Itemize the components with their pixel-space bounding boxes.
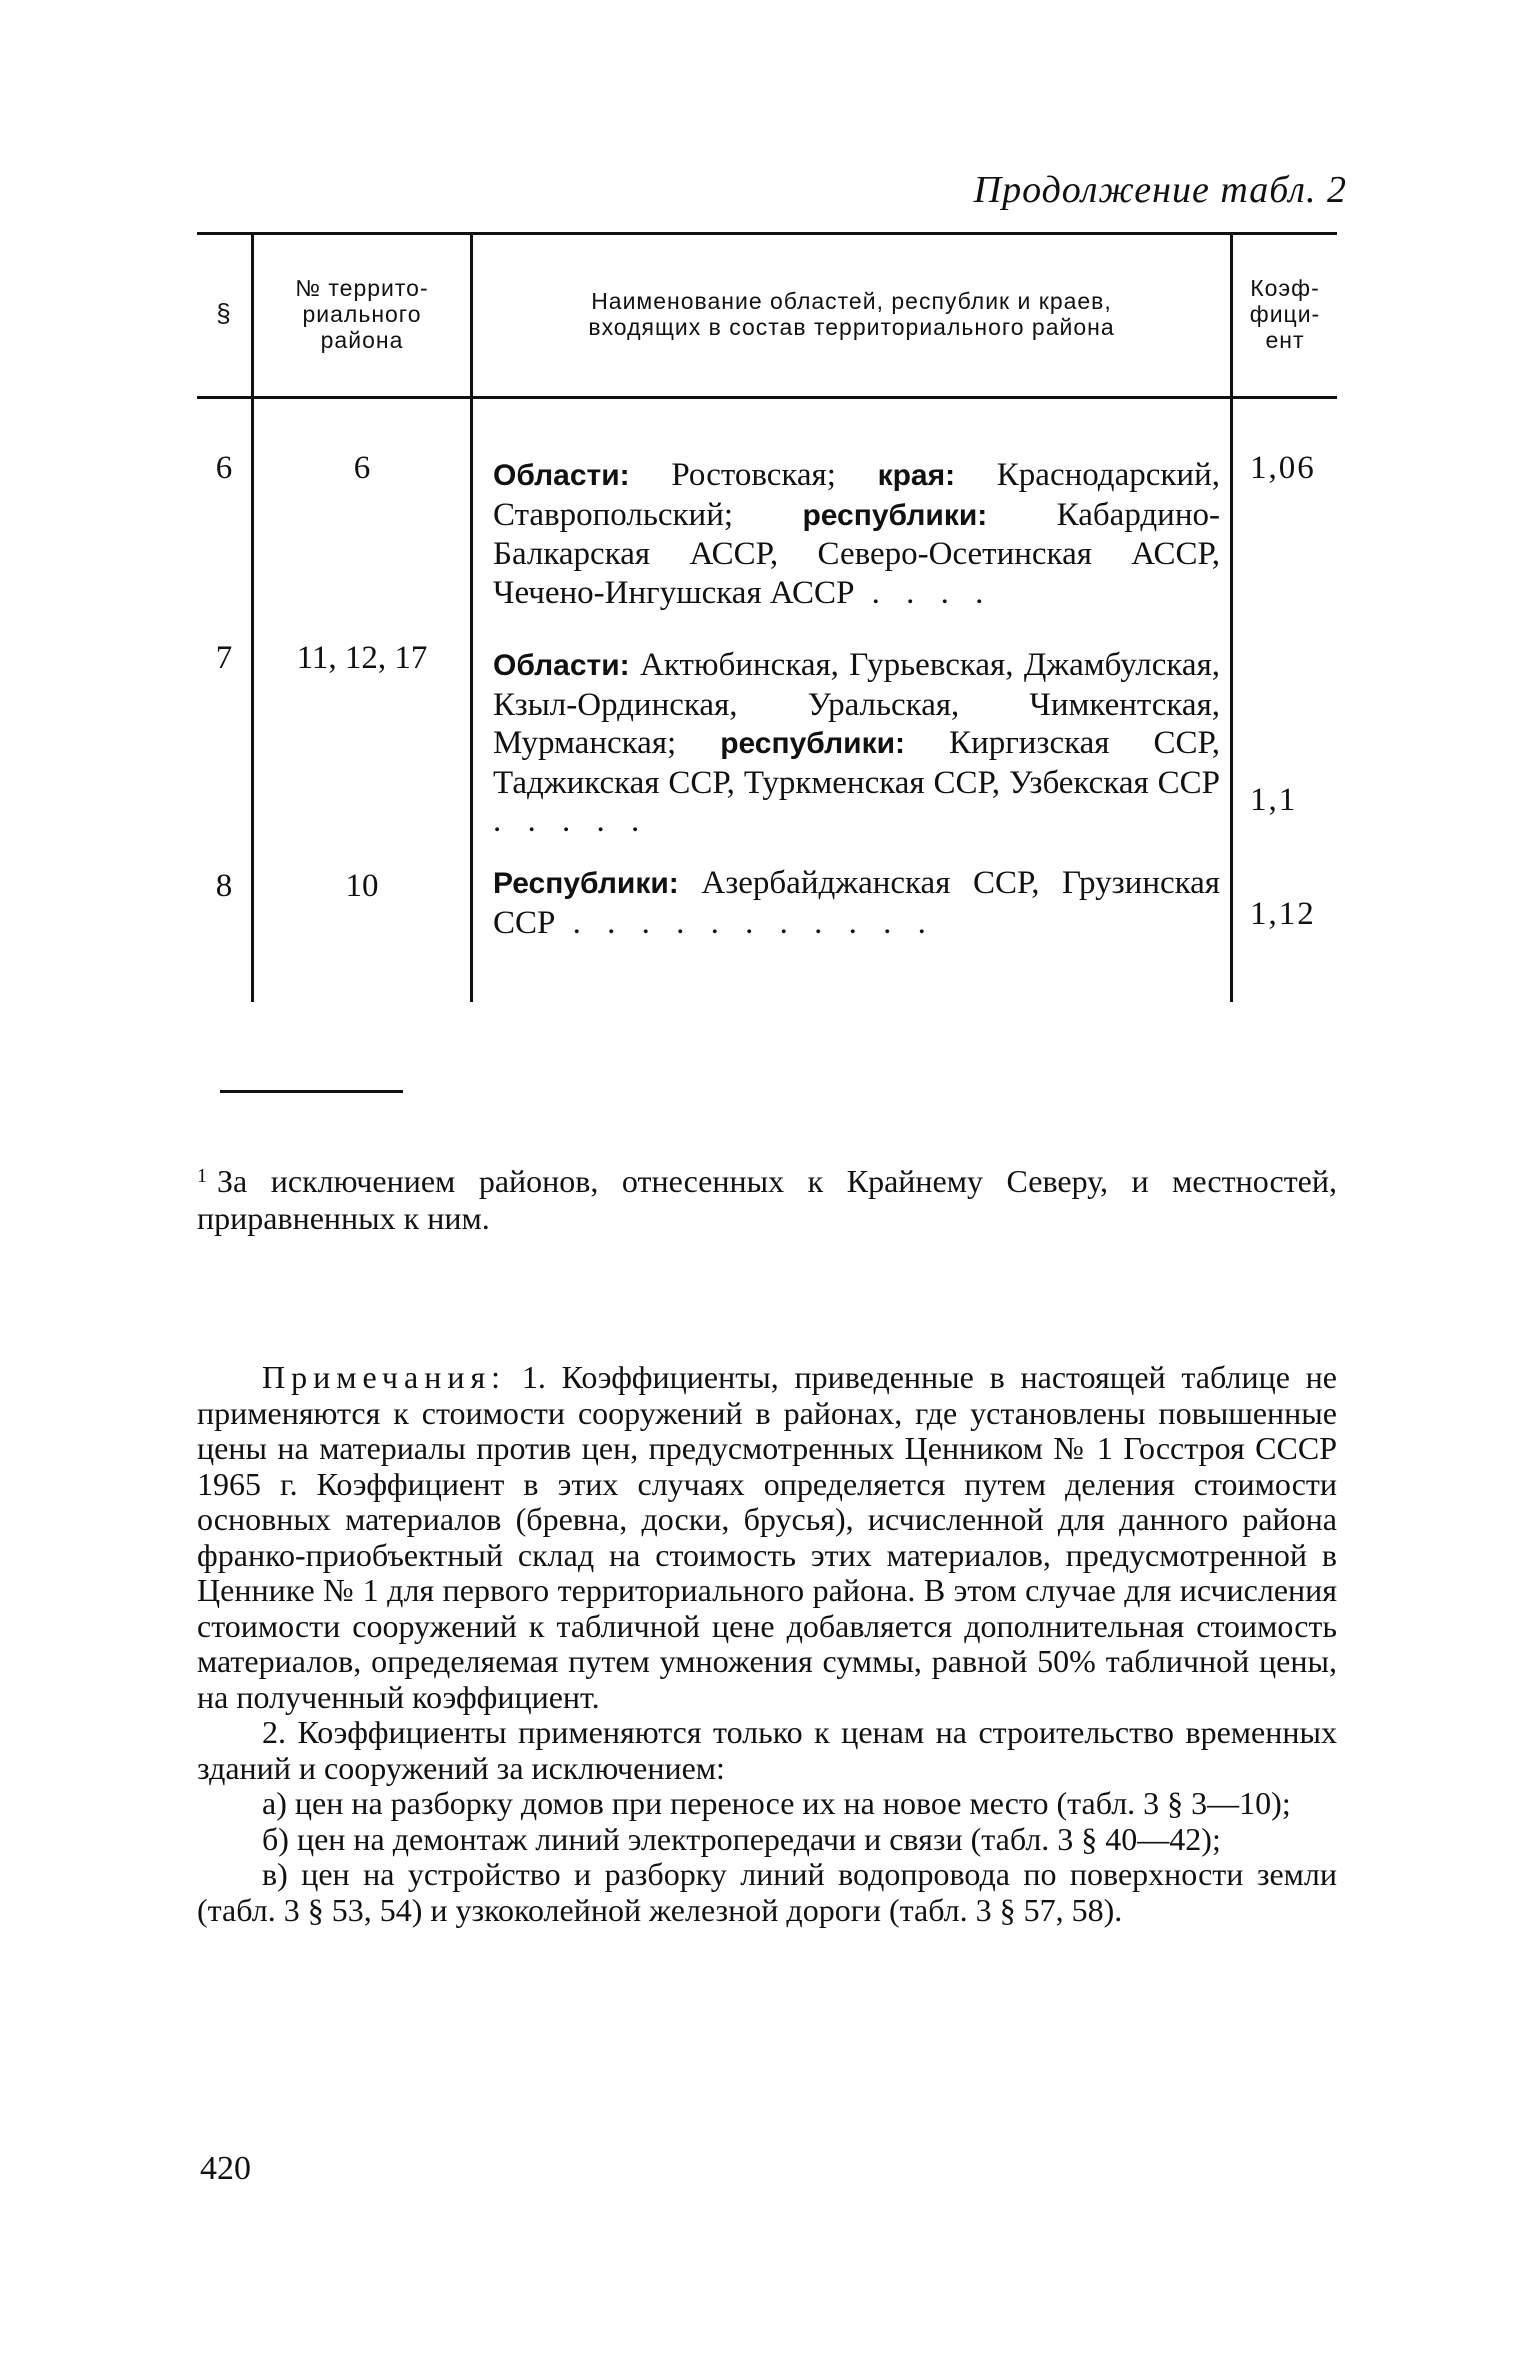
row-section: 7 (215, 640, 233, 676)
header-region-name: Наименование областей, республик и краев, входящих в состав территориального района (588, 288, 1115, 340)
note-paragraph: б) цен на демонтаж линий электропередачи и связи (табл. 3 § 40—42); (262, 1820, 1221, 1857)
region-list-text: Краснодарский, Ставропольский; (493, 457, 1220, 533)
page-number: 420 (200, 2150, 251, 2187)
leader-dots: . . . . (854, 574, 993, 611)
footnote-mark: 1 (197, 1165, 207, 1187)
region-keyword: Области: (493, 649, 630, 682)
row-section: 6 (215, 450, 233, 486)
row-description (493, 646, 1220, 841)
header-coefficient: Коэф- фици- ент (1249, 275, 1321, 353)
continuation-title: Продолжение табл. 2 (973, 169, 1347, 211)
row-coefficient: 1,12 (1250, 896, 1316, 932)
notes-block (197, 1360, 1337, 1928)
region-keyword: Области: (493, 459, 630, 492)
note-paragraph: 2. Коэффициенты применяются только к ценам на строительство временных зданий и сооружений за исключением: (197, 1714, 1337, 1786)
note-text: 1. Коэффициенты, приведенные в настоящей таблице не применяются к стоимости сооружений в районах, где установлены повышенные цены на материалы против цен, предусмотренных Ценником № 1 Госстроя СССР 1965 г. Коэффициент в этих случаях определяется путем деления стоимости основных материалов (бревна, доски, брусья), исчисленной для данного района франко-приобъектный склад на стоимость этих материалов, предусмотренной в Ценнике № 1 для первого территориального района. В этом случае для исчисления стоимости сооружений к табличной цене добавляется дополнительная стоимость материалов, определяемая путем умножения суммы, равной 50% табличной цены, на полученный коэффициент. (197, 1359, 1338, 1715)
region-list-text: Азербайджанская ССР, Грузинская ССР (493, 865, 1220, 941)
region-list-text: Киргизская ССР, Таджикская ССР, Туркменская ССР, Узбекская ССР (493, 725, 1220, 801)
row-description (493, 864, 1220, 942)
region-keyword: республики: (802, 498, 988, 532)
row-territory: 10 (345, 868, 379, 904)
header-territory-number: № террито- риального района (295, 275, 429, 353)
region-list-text: Актюбинская, Гурьевская, Джамбулская, Кзыл-Ординская, Уральская, Чимкентская, Мурманская; (493, 647, 1220, 761)
footnote (197, 1158, 1337, 1237)
footnote-rule (220, 1090, 403, 1093)
row-section: 8 (215, 868, 233, 904)
note-paragraph: в) цен на устройство и разборку линий водопровода по поверхности земли (табл. 3 § 53, 54) и узкоколейной железной дороги (табл. 3 § 57, 58). (197, 1856, 1337, 1928)
region-keyword: Республики: (493, 867, 679, 900)
region-keyword: края: (877, 459, 956, 492)
footnote-text: За исключением районов, отнесенных к Крайнему Северу, и местностей, приравненных к ним. (197, 1163, 1337, 1236)
notes-heading: Примечания: (262, 1359, 507, 1395)
header-section: § (216, 298, 232, 328)
table-top-rule (197, 232, 1337, 235)
leader-dots: . . . . . (493, 803, 649, 839)
region-list-text: Ростовская; (629, 457, 878, 493)
leader-dots: . . . . . . . . . . . (555, 904, 935, 941)
row-territory: 11, 12, 17 (296, 640, 428, 676)
note-paragraph (197, 1360, 1337, 1715)
note-paragraph: а) цен на разборку домов при переносе их на новое место (табл. 3 § 3—10); (262, 1785, 1291, 1821)
row-description (493, 456, 1220, 612)
table-column-divider (470, 232, 473, 1002)
region-keyword: республики: (720, 727, 906, 760)
table-header-rule (197, 396, 1337, 399)
row-coefficient: 1,1 (1250, 782, 1298, 818)
region-list-text: Кабардино-Балкарская АССР, Северо-Осетинская АССР, Чечено-Ингушская АССР (493, 496, 1220, 611)
row-coefficient: 1,06 (1250, 450, 1316, 486)
row-territory: 6 (353, 450, 371, 486)
